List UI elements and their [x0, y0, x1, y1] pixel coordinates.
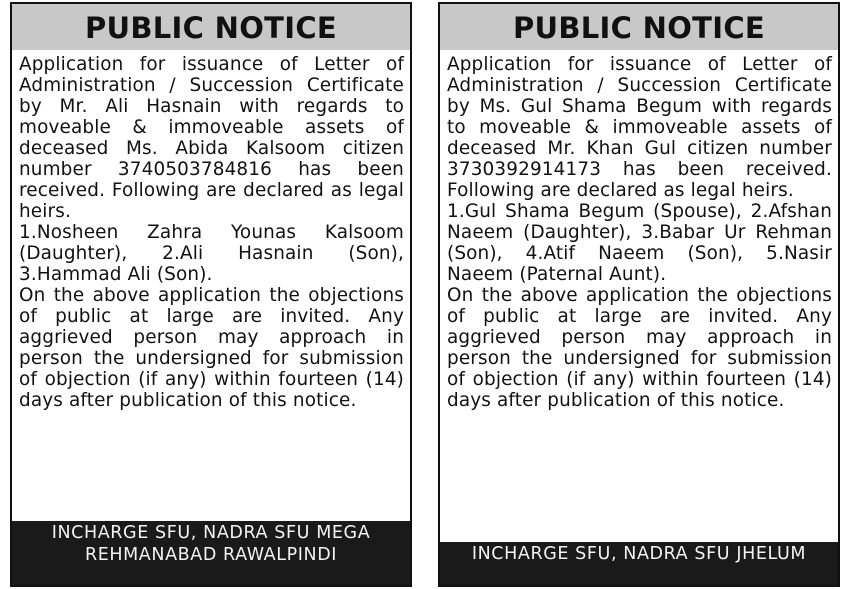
- objection-paragraph: On the above application the objections of public at large are invited. Any aggrieved person may approach in person the undersigned for submission of objection (if any) within fourteen (14) days after publication of this notice.: [447, 285, 832, 411]
- objection-paragraph: On the above application the objections of public at large are invited. Any aggrieved person may approach in person the undersigned for submission of objection (if any) within fourteen (14) days after publication of this notice.: [19, 285, 404, 411]
- heirs-paragraph: 1.Nosheen Zahra Younas Kalsoom (Daughter), 2.Ali Hasnain (Son), 3.Hammad Ali (Son).: [19, 222, 404, 285]
- notice-title: PUBLIC NOTICE: [12, 4, 410, 50]
- public-notice-left: [10, 2, 412, 587]
- notice-footer: INCHARGE SFU, NADRA SFU JHELUM: [440, 542, 838, 585]
- application-paragraph: Application for issuance of Letter of Administration / Succession Certificate by Mr. Ali Hasnain with regards to moveable & immoveable assets of deceased Ms. Abida Kalsoom citizen number 3740503784816 has been received. Following are declared as legal heirs.: [19, 54, 404, 222]
- notice-title: PUBLIC NOTICE: [440, 4, 838, 50]
- notice-footer: INCHARGE SFU, NADRA SFU MEGA REHMANABAD RAWALPINDI: [12, 521, 410, 585]
- heirs-paragraph: 1.Gul Shama Begum (Spouse), 2.Afshan Naeem (Daughter), 3.Babar Ur Rehman (Son), 4.Atif Naeem (Son), 5.Nasir Naeem (Paternal Aunt).: [447, 201, 832, 285]
- notice-body: [440, 50, 838, 411]
- public-notice-right: [438, 2, 840, 587]
- notice-body: [12, 50, 410, 411]
- application-paragraph: Application for issuance of Letter of Administration / Succession Certificate by Ms. Gul Shama Begum with regards to moveable & immoveable assets of deceased Mr. Khan Gul citizen number 3730392914173 has been received. Following are declared as legal heirs.: [447, 54, 832, 201]
